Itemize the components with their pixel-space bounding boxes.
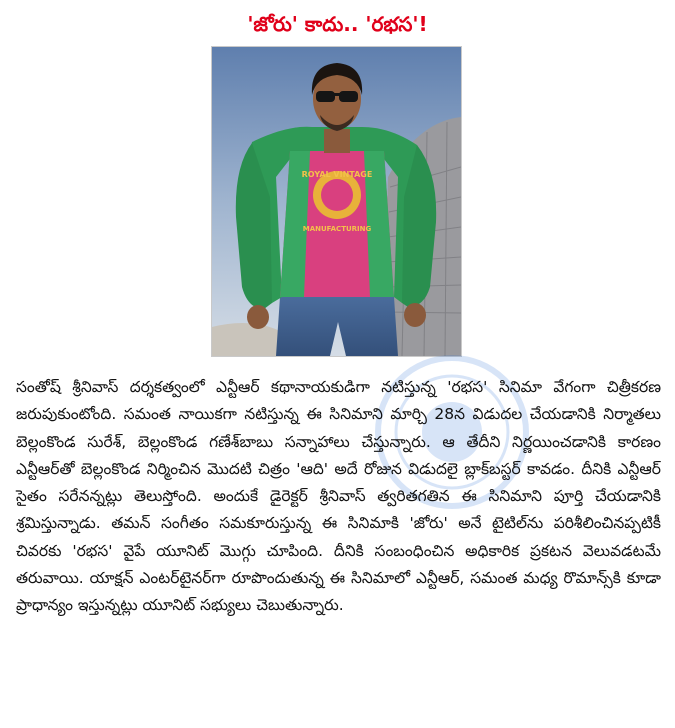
actor-photo-illustration (212, 47, 461, 356)
shirt-print-bottom: MANUFACTURING (302, 225, 372, 233)
article-photo (211, 46, 462, 357)
article-headline: 'జోరు' కాదు.. 'రభస'! (247, 12, 428, 36)
article-body: సంతోష్ శ్రీనివాస్ దర్శకత్వంలో ఎన్టీఆర్ కథానాయకుడిగా నటిస్తున్న 'రభస' సినిమా వేగంగా చిత్రీకరణ జరుపుకుంటోంది. సమంత నాయికగా నటిస్తున్న ఈ సినిమాని మార్చి 28న విడుదల చేయడానికి నిర్మాతలు బెల్లంకొండ సురేశ్, బెల్లంకొండ గణేశ్‌బాబు సన్నాహాలు చేస్తున్నారు. ఆ తేదీని నిర్ణయించడానికి కారణం ఎన్టీఆర్‌తో బెల్లంకొండ నిర్మించిన మొదటి చిత్రం 'ఆది' అదే రోజున విడుదలై బ్లాక్‌బస్టర్ కావడం. దీనికి ఎన్టీఆర్ సైతం సరేనన్నట్లు తెలుస్తోంది. అందుకే డైరెక్టర్ శ్రీనివాస్ త్వరితగతిన ఈ సినిమాని పూర్తి చేయడానికి శ్రమిస్తున్నాడు. తమన్ సంగీతం సమకూరుస్తున్న ఈ సినిమాకి 'జోరు' అనే టైటిల్‌ను పరిశీలించినప్పటికీ చివరకు 'రభస' వైపే యూనిట్ మొగ్గు చూపింది. దీనికి సంబంధించిన అధికారిక ప్రకటన వెలువడటమే తరువాయి. యాక్షన్ ఎంటర్‌టైనర్‌గా రూపొందుతున్న ఈ సినిమాలో ఎన్టీఆర్, సమంత మధ్య రొమాన్స్‌కి కూడా ప్రాధాన్యం ఇస్తున్నట్లు యూనిట్ సభ్యులు చెబుతున్నారు. (16, 378, 661, 615)
shirt-print-top: ROYAL VINTAGE (301, 170, 373, 179)
